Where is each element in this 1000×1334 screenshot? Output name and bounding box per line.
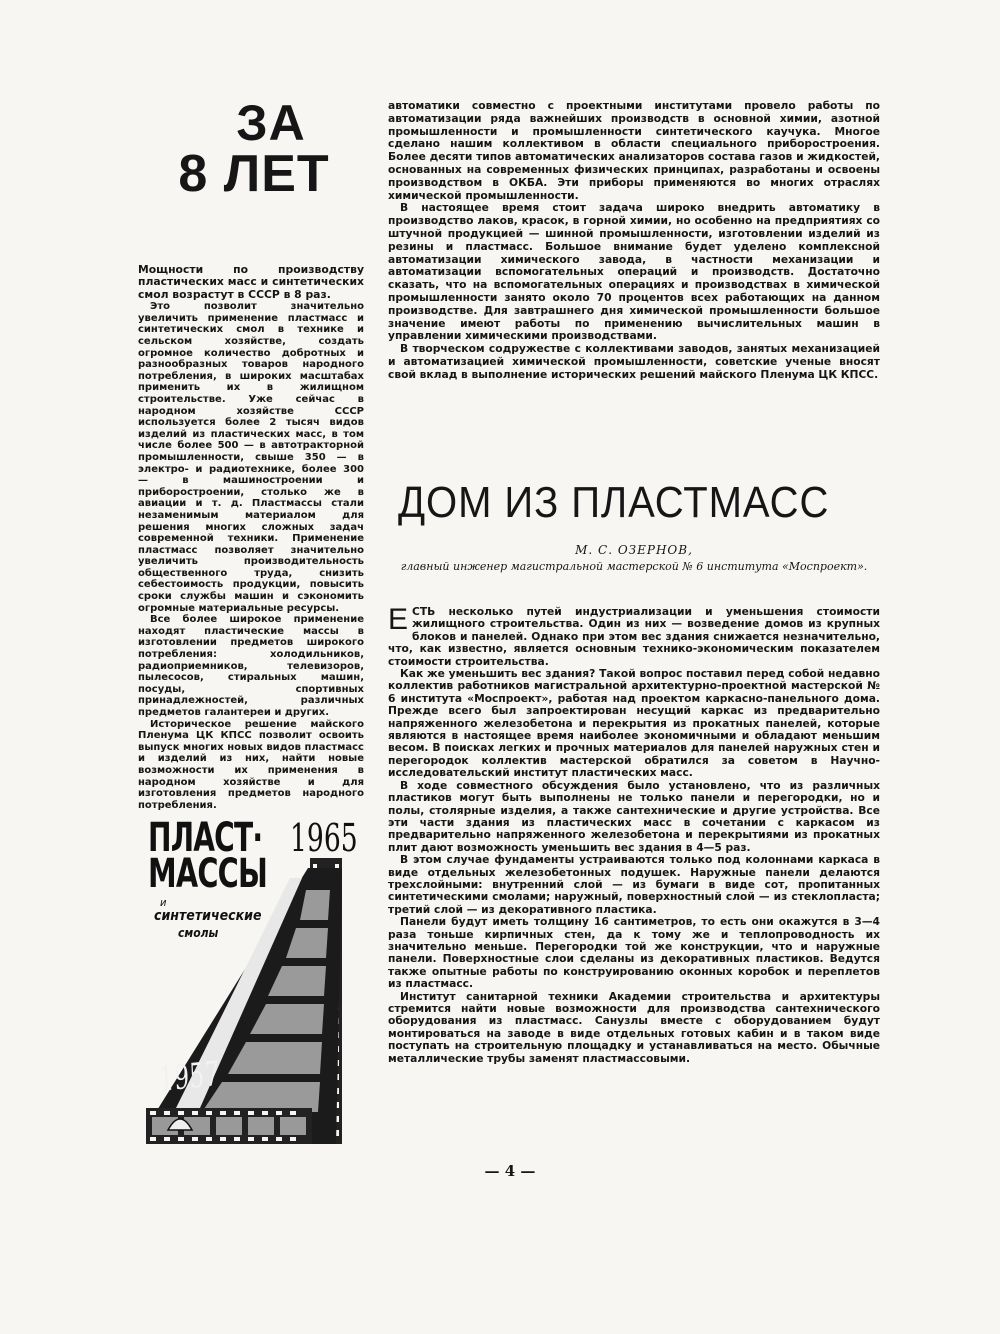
poster-title-line-2: МАССЫ [148, 851, 268, 897]
body-paragraph: автоматики совместно с проектными институтами провело работы по автоматизации ряда важнейших производств в основной химии, азотной промышленности и промышленности синтетического каучука. Многое сделано нашим коллективом в области специального приборостроения. Более десяти типов автоматических анализаторов состава газов и жидкостей, основанных на современных физических принципах, разработаны и освоены производством в ОКБА. Эти приборы применяются во многих отраслях химической промышленности. [388, 99, 880, 202]
drop-cap: Е [388, 603, 409, 636]
lead-paragraph: Мощности по производству пластических масс и синтетических смол возрастут в СССР в 8 раз. [138, 263, 364, 301]
body-paragraph: Как же уменьшить вес здания? Такой вопрос поставил перед собой недавно коллектив работников магистральной архитектурно-проектной мастерской № 6 института «Моспроект», работая над проектом каркасно-панельного дома. Прежде всего был запроектирован несущий каркас из предварительно напряженного железобетона и перекрытия из прокатных панелей, которые являются в настоящее время наиболее экономичными и обладают меньшим весом. В поисках легких и прочных материалов для панелей наружных стен и перегородок коллектив мастерской обратился за советом в Научно-исследовательский институт пластических масс. [388, 667, 880, 780]
opening-paragraph-text: СТЬ несколько путей индустриализации и уменьшения стоимости жилищного строительства. Один из них — возведение домов из крупных блоков и панелей. Однако при этом вес здания снижается незначительно, что, как известно, является основным технико-экономическим показателем стоимости строительства. [388, 605, 880, 668]
poster-subtitle-resins: смолы [178, 926, 219, 940]
body-paragraph: Институт санитарной техники Академии строительства и архитектуры стремится найти новые возможности для производства сантехнического оборудования из пластмасс. Санузлы вместе с оборудованием будут монтироваться на заводе в виде отдельных готовых кабин и в таком виде поступать на строительную площадку и устанавливаться на место. Обычные металлические трубы заменят пластмассовыми. [388, 989, 880, 1065]
body-paragraph: Историческое решение майского Пленума ЦК КПСС позволит освоить выпуск многих новых видов пластмасс и изделий из них, найти новые возможности их применения в народном хозяйстве и для изготовления предметов народного потребления. [138, 718, 364, 811]
heading-line-1: ЗА [236, 95, 306, 151]
article-body [388, 603, 880, 1065]
page-number: — 4 — [484, 1162, 536, 1180]
section-heading [138, 95, 364, 203]
poster-conjunction: и [160, 896, 167, 909]
body-paragraph: Панели будут иметь толщину 16 сантиметров, то есть они окажутся в 3—4 раза тоньше кирпичных стен, да к тому же и теплопроводность их значительно меньше. Перегородки той же конструкции, что и наружные панели. Поверхностные слои сделаны из декоративных пластиков. Ведутся также опытные работы по конструированию оконных коробок и переплетов из пластмасс. [388, 915, 880, 991]
body-paragraph: В этом случае фундаменты устраиваются только под колоннами каркаса в виде отдельных железобетонных подушек. Наружные панели делаются трехслойными: внутренний слой — из бумаги в виде сот, пропитанных синтетическими смолами; наружный, поверхностный слой — из стеклопласта; третий слой — из декоративного пластика. [388, 853, 880, 916]
author-name: М. С. ОЗЕРНОВ, [575, 543, 693, 557]
body-paragraph: Все более широкое применение находят пластические массы в изготовлении предметов широкого потребления: холодильников, радиоприемников, телевизоров, пылесосов, стиральных машин, посуды, спортивных принадлежностей, различных предметов галантереи и других. [138, 614, 364, 718]
opening-paragraph [388, 603, 880, 668]
body-paragraph: В творческом содружестве с коллективами заводов, занятых механизацией и автоматизацией химической промышленности, советские ученые вносят свой вклад в выполнение исторических решений майского Пленума ЦК КПСС. [388, 342, 880, 381]
left-body-text [138, 301, 364, 811]
right-column-continued-text [388, 100, 880, 382]
poster-subtitle-synthetic: синтетические [154, 908, 262, 924]
poster-title-line-1: ПЛАСТ· [148, 815, 263, 861]
heading-line-2: 8 ЛЕТ [178, 145, 330, 203]
plastics-poster-illustration [140, 808, 362, 1148]
article-title: ДОМ ИЗ ПЛАСТМАСС [398, 478, 830, 527]
poster-year-bottom: 1957 [158, 1053, 221, 1100]
author-position: главный инженер магистральной мастерской № 6 института «Моспроект». [400, 560, 868, 573]
body-paragraph: Это позволит значительно увеличить применение пластмасс и синтетических смол в технике и сельском хозяйстве, создать огромное количество добротных и разнообразных товаров народного потребления, в широких масштабах применить их в жилищном строительстве. Уже сейчас в народном хозяйстве СССР используется более 2 тысяч видов изделий из пластических масс, в том числе более 500 — в автотракторной промышленности, свыше 350 — в электро- и радиотехнике, более 300 — в машиностроении и приборостроении, столько же в авиации и т. д. Пластмассы стали незаменимым материалом для решения многих сложных задач современной техники. Применение пластмасс позволяет значительно увеличить производительность общественного труда, снизить себестоимость продукции, повысить сроки службы машин и сэкономить огромные материальные ресурсы. [138, 301, 364, 614]
body-paragraph: В ходе совместного обсуждения было установлено, что из различных пластиков могут быть выполнены не только панели и перегородки, но и полы, столярные изделия, а также сантехнические и другие устройства. Все эти части здания из пластических масс в сочетании с каркасом из предварительно напряженного железобетона и перекрытиями из прокатных плит дают возможность уменьшить вес здания в 4—5 раз. [388, 778, 880, 854]
body-paragraph: В настоящее время стоит задача широко внедрить автоматику в производство лаков, красок, в горной химии, но особенно на предприятиях со штучной продукцией — шинной промышленности, изготовлении изделий из резины и пластмасс. Большое внимание будет уделено комплексной автоматизации химического завода, в частности механизации и автоматизации вспомогательных операций и производств. Достаточно сказать, что на вспомогательных операциях и производствах в химической промышленности занято около 70 процентов всех работающих на данном производстве. Для завтрашнего дня химической промышленности большое значение имеют работы по применению вычислительных машин в управлении химическими производствами. [388, 201, 880, 343]
poster-year-top: 1965 [290, 816, 358, 860]
left-column [138, 95, 364, 811]
